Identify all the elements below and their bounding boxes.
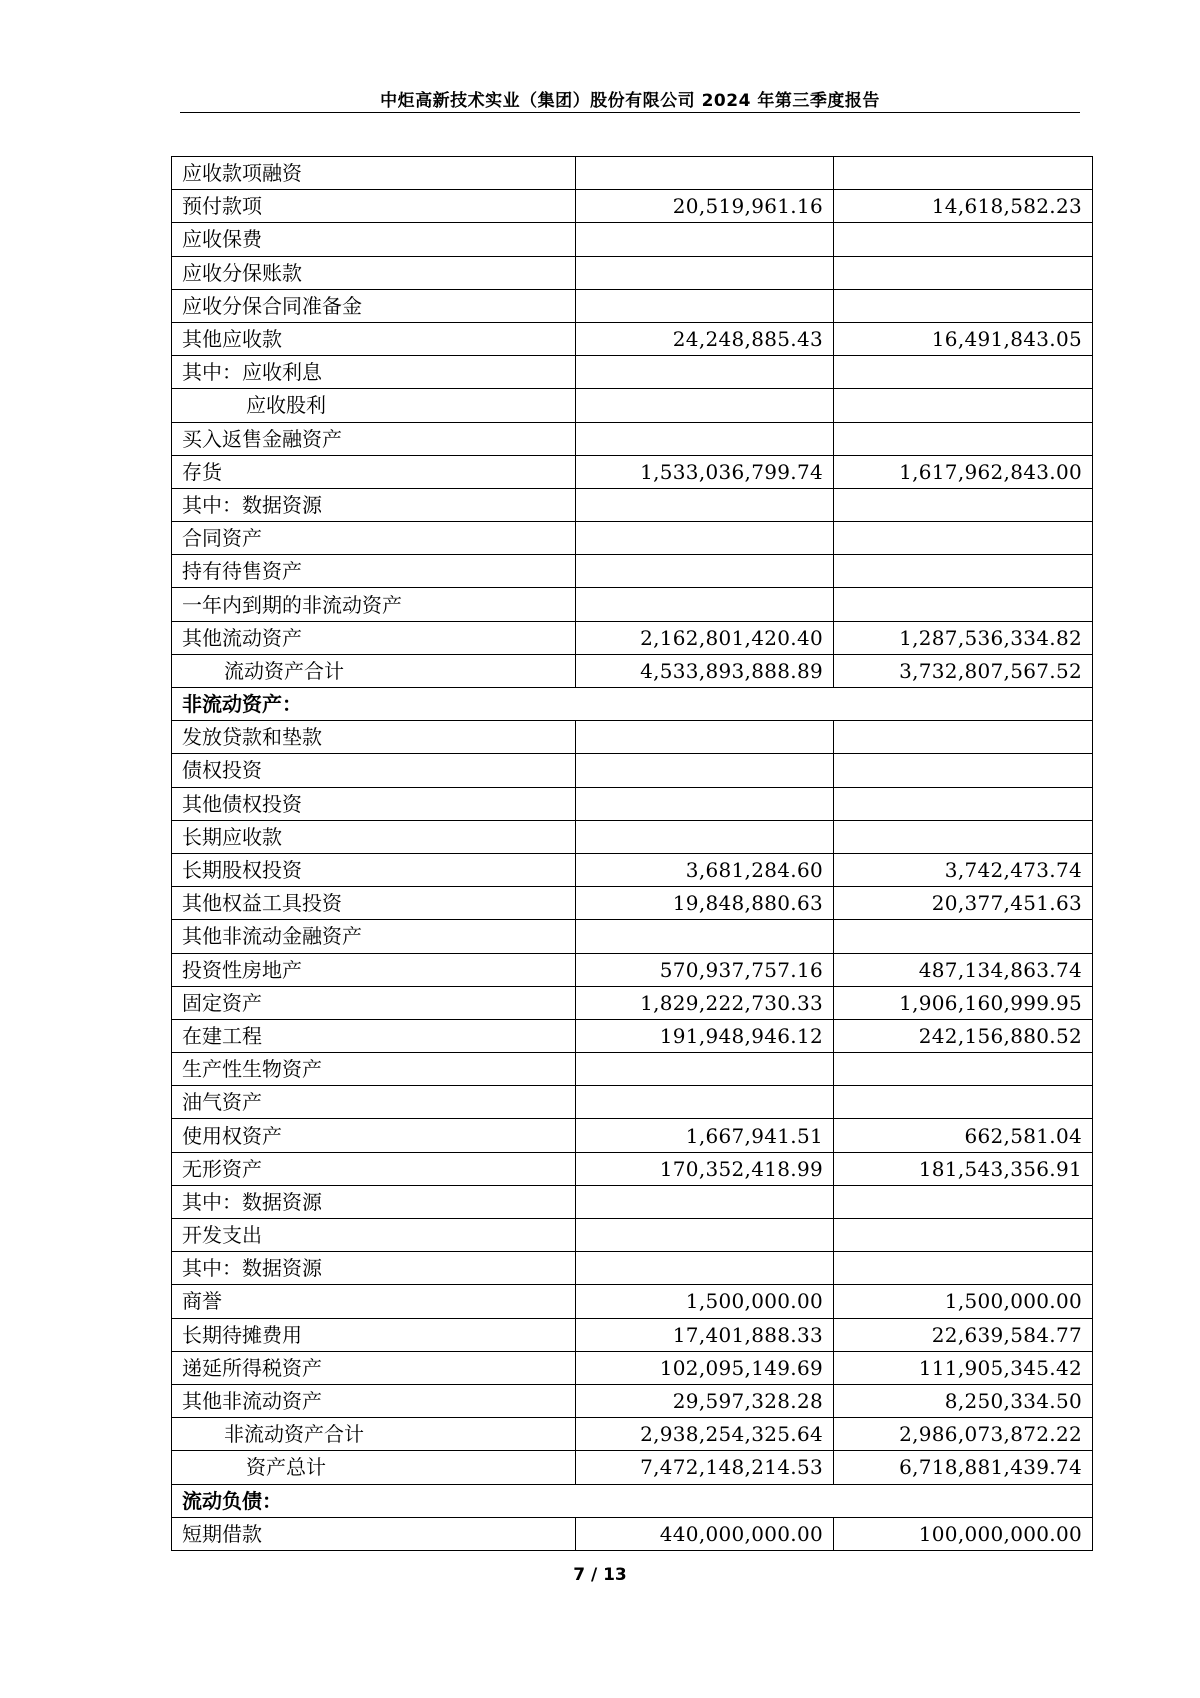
prior-period-value: 1,617,962,843.00 <box>834 455 1093 488</box>
current-period-value <box>576 1185 834 1218</box>
table-row <box>172 1252 1093 1285</box>
current-period-value: 102,095,149.69 <box>576 1351 834 1384</box>
row-label: 一年内到期的非流动资产 <box>172 588 576 621</box>
prior-period-value <box>834 820 1093 853</box>
table-row <box>172 887 1093 920</box>
current-period-value <box>576 787 834 820</box>
current-period-value: 1,500,000.00 <box>576 1285 834 1318</box>
prior-period-value: 14,618,582.23 <box>834 190 1093 223</box>
prior-period-value: 100,000,000.00 <box>834 1517 1093 1550</box>
table-row <box>172 1384 1093 1417</box>
table-row <box>172 1119 1093 1152</box>
current-period-value: 24,248,885.43 <box>576 322 834 355</box>
current-period-value: 2,162,801,420.40 <box>576 621 834 654</box>
prior-period-value <box>834 555 1093 588</box>
current-period-value: 7,472,148,214.53 <box>576 1451 834 1484</box>
row-label: 买入返售金融资产 <box>172 422 576 455</box>
current-period-value <box>576 256 834 289</box>
prior-period-value <box>834 920 1093 953</box>
current-period-value: 2,938,254,325.64 <box>576 1418 834 1451</box>
row-label: 资产总计 <box>172 1451 576 1484</box>
current-period-value <box>576 223 834 256</box>
table-row <box>172 986 1093 1019</box>
table-row <box>172 455 1093 488</box>
row-label: 预付款项 <box>172 190 576 223</box>
table-row <box>172 1451 1093 1484</box>
prior-period-value: 3,742,473.74 <box>834 853 1093 886</box>
row-label: 存货 <box>172 455 576 488</box>
table-row <box>172 920 1093 953</box>
row-label: 长期股权投资 <box>172 853 576 886</box>
table-row <box>172 1019 1093 1052</box>
section-header-row <box>172 1484 1093 1517</box>
table-row <box>172 654 1093 687</box>
table-row <box>172 522 1093 555</box>
current-period-value: 29,597,328.28 <box>576 1384 834 1417</box>
current-period-value: 1,667,941.51 <box>576 1119 834 1152</box>
prior-period-value <box>834 256 1093 289</box>
row-label: 开发支出 <box>172 1219 576 1252</box>
row-label: 持有待售资产 <box>172 555 576 588</box>
table-row <box>172 1418 1093 1451</box>
current-period-value <box>576 1053 834 1086</box>
prior-period-value <box>834 522 1093 555</box>
current-period-value <box>576 1086 834 1119</box>
table-row <box>172 787 1093 820</box>
row-label: 递延所得税资产 <box>172 1351 576 1384</box>
prior-period-value <box>834 356 1093 389</box>
prior-period-value: 111,905,345.42 <box>834 1351 1093 1384</box>
prior-period-value: 6,718,881,439.74 <box>834 1451 1093 1484</box>
prior-period-value <box>834 488 1093 521</box>
table-row <box>172 1285 1093 1318</box>
prior-period-value <box>834 157 1093 190</box>
row-label: 应收款项融资 <box>172 157 576 190</box>
current-period-value <box>576 588 834 621</box>
row-label: 使用权资产 <box>172 1119 576 1152</box>
prior-period-value <box>834 588 1093 621</box>
prior-period-value: 8,250,334.50 <box>834 1384 1093 1417</box>
current-period-value: 4,533,893,888.89 <box>576 654 834 687</box>
table-row <box>172 488 1093 521</box>
current-period-value <box>576 356 834 389</box>
table-row <box>172 588 1093 621</box>
balance-sheet-table <box>171 156 1093 1551</box>
table-row <box>172 1185 1093 1218</box>
prior-period-value: 3,732,807,567.52 <box>834 654 1093 687</box>
current-period-value: 440,000,000.00 <box>576 1517 834 1550</box>
prior-period-value: 181,543,356.91 <box>834 1152 1093 1185</box>
table-row <box>172 721 1093 754</box>
table-row <box>172 1517 1093 1550</box>
current-period-value: 17,401,888.33 <box>576 1318 834 1351</box>
prior-period-value <box>834 289 1093 322</box>
prior-period-value: 22,639,584.77 <box>834 1318 1093 1351</box>
row-label: 其他债权投资 <box>172 787 576 820</box>
current-period-value <box>576 721 834 754</box>
current-period-value: 570,937,757.16 <box>576 953 834 986</box>
current-period-value: 191,948,946.12 <box>576 1019 834 1052</box>
table-row <box>172 1318 1093 1351</box>
row-label: 短期借款 <box>172 1517 576 1550</box>
prior-period-value <box>834 754 1093 787</box>
prior-period-value: 1,906,160,999.95 <box>834 986 1093 1019</box>
current-period-value <box>576 522 834 555</box>
row-label: 投资性房地产 <box>172 953 576 986</box>
prior-period-value <box>834 389 1093 422</box>
prior-period-value: 1,287,536,334.82 <box>834 621 1093 654</box>
table-row <box>172 820 1093 853</box>
row-label: 应收股利 <box>172 389 576 422</box>
row-label: 固定资产 <box>172 986 576 1019</box>
prior-period-value: 487,134,863.74 <box>834 953 1093 986</box>
table-row <box>172 1351 1093 1384</box>
table-row <box>172 322 1093 355</box>
row-label: 应收分保合同准备金 <box>172 289 576 322</box>
current-period-value <box>576 1219 834 1252</box>
row-label: 非流动资产合计 <box>172 1418 576 1451</box>
prior-period-value <box>834 1086 1093 1119</box>
table-row <box>172 389 1093 422</box>
row-label: 流动资产合计 <box>172 654 576 687</box>
prior-period-value <box>834 1252 1093 1285</box>
row-label: 其他流动资产 <box>172 621 576 654</box>
prior-period-value: 242,156,880.52 <box>834 1019 1093 1052</box>
section-header-label: 流动负债： <box>172 1484 1093 1517</box>
current-period-value <box>576 920 834 953</box>
row-label: 其他非流动金融资产 <box>172 920 576 953</box>
table-row <box>172 190 1093 223</box>
row-label: 合同资产 <box>172 522 576 555</box>
prior-period-value <box>834 1053 1093 1086</box>
table-row <box>172 1152 1093 1185</box>
balance-sheet-body <box>172 157 1093 1551</box>
row-label: 其他应收款 <box>172 322 576 355</box>
row-label: 应收保费 <box>172 223 576 256</box>
current-period-value <box>576 289 834 322</box>
current-period-value: 20,519,961.16 <box>576 190 834 223</box>
row-label: 商誉 <box>172 1285 576 1318</box>
row-label: 长期待摊费用 <box>172 1318 576 1351</box>
prior-period-value <box>834 1185 1093 1218</box>
table-row <box>172 555 1093 588</box>
row-label: 其他非流动资产 <box>172 1384 576 1417</box>
prior-period-value: 16,491,843.05 <box>834 322 1093 355</box>
section-header-row <box>172 688 1093 721</box>
prior-period-value: 662,581.04 <box>834 1119 1093 1152</box>
table-row <box>172 1219 1093 1252</box>
table-row <box>172 1053 1093 1086</box>
row-label: 其中：应收利息 <box>172 356 576 389</box>
table-row <box>172 953 1093 986</box>
prior-period-value <box>834 787 1093 820</box>
table-row <box>172 422 1093 455</box>
prior-period-value: 1,500,000.00 <box>834 1285 1093 1318</box>
row-label: 其中：数据资源 <box>172 1252 576 1285</box>
current-period-value: 1,533,036,799.74 <box>576 455 834 488</box>
page-number: 7 / 13 <box>573 1565 627 1585</box>
current-period-value <box>576 422 834 455</box>
current-period-value <box>576 820 834 853</box>
header-rule <box>180 112 1080 113</box>
row-label: 无形资产 <box>172 1152 576 1185</box>
table-row <box>172 853 1093 886</box>
prior-period-value <box>834 721 1093 754</box>
row-label: 长期应收款 <box>172 820 576 853</box>
row-label: 其他权益工具投资 <box>172 887 576 920</box>
current-period-value <box>576 555 834 588</box>
table-row <box>172 621 1093 654</box>
current-period-value: 170,352,418.99 <box>576 1152 834 1185</box>
table-row <box>172 157 1093 190</box>
section-header-label: 非流动资产： <box>172 688 1093 721</box>
prior-period-value <box>834 422 1093 455</box>
row-label: 其中：数据资源 <box>172 488 576 521</box>
table-row <box>172 256 1093 289</box>
row-label: 债权投资 <box>172 754 576 787</box>
current-period-value <box>576 157 834 190</box>
table-row <box>172 356 1093 389</box>
row-label: 应收分保账款 <box>172 256 576 289</box>
current-period-value <box>576 389 834 422</box>
table-row <box>172 223 1093 256</box>
table-row <box>172 289 1093 322</box>
current-period-value <box>576 754 834 787</box>
table-row <box>172 1086 1093 1119</box>
current-period-value: 3,681,284.60 <box>576 853 834 886</box>
row-label: 发放贷款和垫款 <box>172 721 576 754</box>
prior-period-value: 20,377,451.63 <box>834 887 1093 920</box>
current-period-value: 1,829,222,730.33 <box>576 986 834 1019</box>
table-row <box>172 754 1093 787</box>
current-period-value <box>576 488 834 521</box>
row-label: 油气资产 <box>172 1086 576 1119</box>
prior-period-value <box>834 223 1093 256</box>
row-label: 其中：数据资源 <box>172 1185 576 1218</box>
prior-period-value: 2,986,073,872.22 <box>834 1418 1093 1451</box>
prior-period-value <box>834 1219 1093 1252</box>
row-label: 生产性生物资产 <box>172 1053 576 1086</box>
current-period-value <box>576 1252 834 1285</box>
current-period-value: 19,848,880.63 <box>576 887 834 920</box>
row-label: 在建工程 <box>172 1019 576 1052</box>
report-header-title: 中炬高新技术实业（集团）股份有限公司 2024 年第三季度报告 <box>380 91 880 111</box>
